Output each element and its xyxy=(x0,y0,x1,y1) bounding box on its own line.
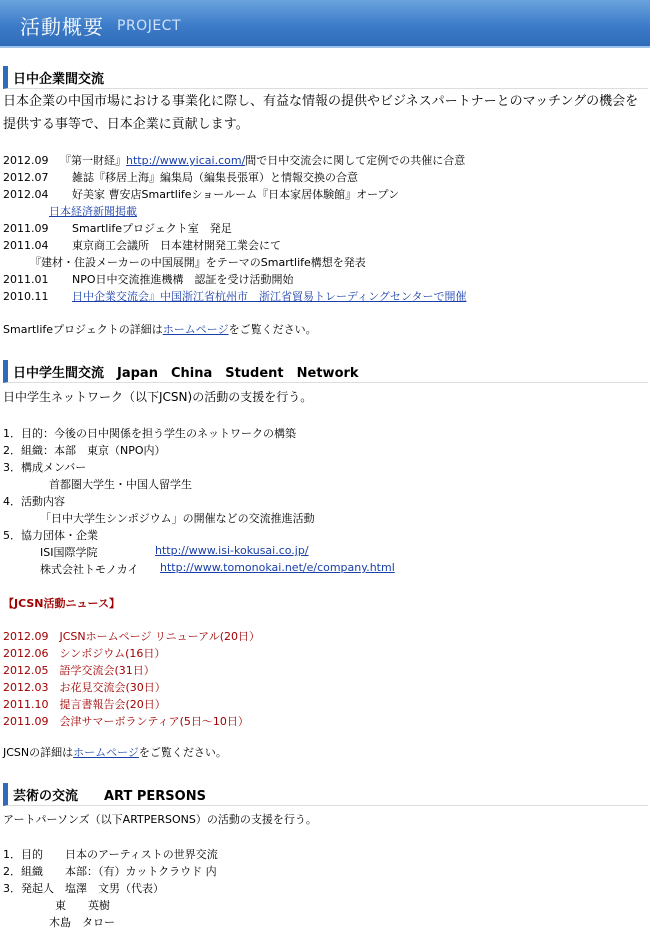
section-title: 日中企業間交流 xyxy=(13,72,105,87)
list-item: 2．組織 本部：（有）カットクラウド 内 xyxy=(3,865,217,878)
more-info-text: JCSNの詳細は xyxy=(3,746,74,759)
news-date: 2012.04 xyxy=(3,188,49,201)
section-heading-art xyxy=(3,783,648,806)
jcsn-news-item: 2012.03 お花見交流会(30日） xyxy=(3,681,166,694)
page-title: 活動概要 xyxy=(20,15,104,39)
news-item xyxy=(3,288,466,304)
jcsn-news-title: 【JCSN活動ニュース】 xyxy=(3,597,120,610)
section-description: 日中学生ネットワーク（以下JCSN)の活動の支援を行う。 xyxy=(3,390,313,404)
more-info-text: をご覧ください。 xyxy=(138,746,227,759)
section-heading-student xyxy=(3,360,648,383)
news-date: 2011.04 xyxy=(3,239,49,252)
jcsn-news-item: 2012.05 語学交流会(31日） xyxy=(3,664,155,677)
news-date: 2011.09 xyxy=(3,222,49,235)
more-info xyxy=(3,321,317,337)
news-text: NPO日中交流推進機構 認証を受け活動開始 xyxy=(72,273,294,286)
partner-name: 株式会社トモノカイ xyxy=(40,563,139,576)
nikkei-link[interactable]: 日本経済新聞掲載 xyxy=(49,205,137,218)
partner-name: ISI国際学院 xyxy=(40,546,98,559)
list-item: 「日中大学生シンポジウム」の開催などの交流推進活動 xyxy=(40,512,315,525)
news-date: 2011.01 xyxy=(3,273,49,286)
news-item xyxy=(3,152,465,168)
news-item xyxy=(3,169,358,185)
news-text: 好美家 曹安店Smartlifeショールーム『日本家居体験館』オープン xyxy=(72,188,400,201)
yicai-link[interactable]: http://www.yicai.com/ xyxy=(126,154,246,167)
news-date: 2012.09 xyxy=(3,154,49,167)
homepage-link[interactable]: ホームページ xyxy=(162,323,229,336)
partner-link[interactable]: http://www.isi-kokusai.co.jp/ xyxy=(155,544,309,557)
jcsn-news-item: 2012.09 JCSNホームページ リニューアル(20日） xyxy=(3,630,260,643)
list-item: 2．組織：本部 東京（NPO内） xyxy=(3,444,166,457)
list-item: 4．活動内容 xyxy=(3,495,65,508)
news-item xyxy=(3,237,281,253)
news-item xyxy=(3,186,399,202)
list-item: 1．目的 日本のアーティストの世界交流 xyxy=(3,848,218,861)
more-info-text: をご覧ください。 xyxy=(228,323,317,336)
jcsn-news-item: 2012.06 シンポジウム(16日） xyxy=(3,647,166,660)
list-item: 3．発起人 塩澤 文男（代表） xyxy=(3,882,164,895)
section-description: アートパーソンズ（以下ARTPERSONS）の活動の支援を行う。 xyxy=(3,813,317,826)
news-text: 『建材・住設メーカーの中国展開』をテーマのSmartlife構想を発表 xyxy=(30,256,366,269)
page-subtitle: PROJECT xyxy=(117,18,181,34)
list-item: 5．協力団体・企業 xyxy=(3,529,98,542)
news-text: Smartlifeプロジェクト室 発足 xyxy=(72,222,232,235)
list-item: 首都圏大学生・中国人留学生 xyxy=(49,478,192,491)
news-date: 2012.07 xyxy=(3,171,49,184)
news-text: 雑誌『移居上海』編集局（編集長張軍）と情報交換の合意 xyxy=(72,171,358,184)
list-item: 3．構成メンバー xyxy=(3,461,87,474)
news-item xyxy=(3,271,294,287)
list-item: 東 英樹 xyxy=(55,899,110,912)
section-title: 日中学生間交流 Japan China Student Network xyxy=(13,366,359,381)
jcsn-news-item: 2011.09 会津サマーボランティア(5日～10日） xyxy=(3,715,249,728)
exchange-event-link[interactable]: 日中企業交流会』中国浙江省杭州市 浙江省貿易トレーディングセンターで開催 xyxy=(72,290,467,303)
list-item: 1．目的：今後の日中関係を担う学生のネットワークの構築 xyxy=(3,427,296,440)
list-item: 木島 タロー xyxy=(49,916,115,929)
news-text: 間で日中交流会に関して定例での共催に合意 xyxy=(245,154,466,167)
section-description: 日本企業の中国市場における事業化に際し、有益な情報の提供やビジネスパートナーとのマッチングの機会を提供する事等で、日本企業に貢献します。 xyxy=(3,94,639,132)
homepage-link[interactable]: ホームページ xyxy=(73,746,139,759)
more-info xyxy=(3,744,227,760)
partner-link[interactable]: http://www.tomonokai.net/e/company.html xyxy=(160,561,395,574)
section-title: 芸術の交流 ART PERSONS xyxy=(13,789,206,804)
news-date: 2010.11 xyxy=(3,290,49,303)
news-item xyxy=(3,220,232,236)
news-text: 東京商工会議所 日本建材開発工業会にて xyxy=(72,239,281,252)
jcsn-news-item: 2011.10 提言書報告会(20日） xyxy=(3,698,166,711)
more-info-text: Smartlifeプロジェクトの詳細は xyxy=(3,323,163,336)
page-header xyxy=(0,0,650,48)
section-heading-business xyxy=(3,66,648,89)
news-text: 『第一財経』 xyxy=(60,154,126,167)
